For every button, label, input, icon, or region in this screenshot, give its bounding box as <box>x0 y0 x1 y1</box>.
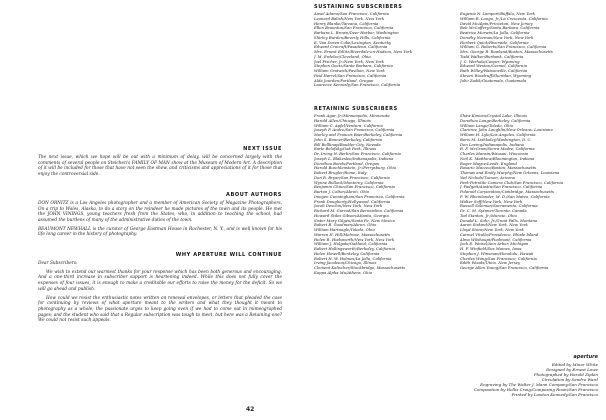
next-issue-text: The next issue, which we hope will be out with a minimum of delay, will be concerned largely with the comments of several people on Steichen's FAMILY OF MAN show at the Museum of Modern Art. A description of it will be included for those that have not seen the show, and criticisms and appreciations of it for those that enjoy the controversial side. <box>38 155 282 178</box>
subscriber-entry: Joseph F. Andre/San Francisco, California <box>314 128 395 133</box>
subscriber-entry: Ted Stanton, Jr./Muncie, Ohio <box>460 213 517 218</box>
next-issue-heading: NEXT ISSUE <box>243 146 282 152</box>
why-aperture-paragraph: We wish to extend our warmest thanks for your response which has been both generous and encouraging. And a one-third increase in subscriber support is heartening indeed. While this does not fully cover the expenses of four issues, it is enough to make a creditable our efforts to raise the money for the deficit. So we will go ahead and publish. <box>38 269 282 292</box>
subscriber-entry: Steven Woodruff/Sheridan, Wyoming <box>460 73 532 78</box>
subscriber-entry: Dorothea Lange/Berkeley, California <box>460 118 531 123</box>
subscriber-entry: Jacob Deschin/New York, New York <box>314 204 383 209</box>
subscriber-entry: Burton J. Colton/Akron, Ohio <box>314 190 370 194</box>
subscriber-entry: Harold Allen/Chicago, Illinois <box>314 118 371 123</box>
subscriber-entry: William J. Holgate/Oakland, California <box>314 242 388 247</box>
salutation: Dear Subscribers: <box>38 261 78 267</box>
subscriber-entry: Herbert Quick/Riverside, California <box>460 40 529 45</box>
subscriber-entry: Ansel Adams/San Francisco, California <box>314 12 389 16</box>
subscriber-entry: H. F. Winfield/Des Moines, Iowa <box>460 247 522 251</box>
subscriber-entry: Joseph L. Blakeslee/Indianapolis, Indiana <box>314 156 394 161</box>
why-aperture-paragraph: How could we resist the enthusiastic notes written on renewal envelopes, or letters that pleaded the case for continuing by reviews of what aperture meant to the writers and what they thought it meant to photography as a whole; the passionate urges to keep going even if we had to come out in mimeographed pages; and the student who said that a Regular subscription was tough to meet, but here was a Retaining one? We could not resist such appeals. <box>38 295 282 324</box>
subscriber-entry: Laurence Kennedy/San Francisco, California <box>314 83 401 88</box>
subscriber-entry: Jack E. Weisel/Ann Arbor, Michigan <box>460 242 529 247</box>
sustaining-col-2 <box>460 12 600 88</box>
subscriber-entry: Helen R. Hodsworth/New York, New York <box>314 237 395 242</box>
subscriber-entry: Benjamin Chinn/San Francisco, California <box>314 185 395 190</box>
subscriber-entry: Kappa Alpha Mu/Athens, Ohio <box>314 270 373 275</box>
about-authors-paragraph: BEAUMONT NEWHALL is the curator of George Eastman House in Rochester, N. Y., and is well known for his life long career in the history of photography. <box>38 226 282 238</box>
subscriber-entry: Harold Boschlenstein, Jr./Perrysburg, Ohio <box>314 166 397 171</box>
subscriber-entry: Bill Bellknap/Boulder City, Nevada <box>314 142 381 147</box>
colophon-line: Edited by Minor White <box>551 362 598 367</box>
subscriber-entry: Clement Kalischer/Stockbridge, Massachusetts <box>314 266 406 270</box>
subscriber-entry: Lloyd Stone/New York, New York <box>460 228 524 232</box>
retaining-col-1 <box>314 114 454 276</box>
subscriber-entry: Dr. C. M. Spinner/Toronto, Canada <box>460 209 527 213</box>
subscriber-entry: Robert B. Goodman/Akron, Ohio <box>314 223 377 228</box>
subscriber-entry: Helen Howell/Berkeley, California <box>314 251 380 256</box>
colophon-line: Composition by Hollis Craig/Composing Room/San Francisco <box>473 387 598 392</box>
colophon-lines <box>448 362 598 397</box>
subscriber-entry: Rosario Mazzeo/Boston, Massachusetts <box>460 166 537 171</box>
subscriber-entry: Dorothy Norman/New York, New York <box>460 35 534 40</box>
subscriber-entry: Mrs. Ernest Edlitz/Riverdale-on-Hudson, New York <box>314 50 413 54</box>
subscriber-entry: Park-Petrolite Camera Club/San Francisco, California <box>460 180 564 185</box>
subscriber-entry: Yad Nichols/Tucson, Arizona <box>460 175 515 180</box>
subscriber-entry: Wynne Bullock/Monterey, California <box>314 180 384 185</box>
subscriber-entry: William G. Roberts/San Francisco, California <box>460 45 547 50</box>
sustaining-col-1 <box>314 12 454 88</box>
subscriber-entry: Richard M. Garrod/San Bernardino, California <box>314 209 404 213</box>
subscriber-entry: Warren H. Hill/Melrose, Massachusetts <box>314 232 390 237</box>
subscriber-entry: Charles Mansin/Wausau, Wisconsin <box>460 152 529 156</box>
subscriber-entry: Clarence John Laughlin/New Orleans, Louisiana <box>460 128 553 133</box>
subscriber-entry: Earle Belofsky/Oak Park, Illinois <box>314 147 377 152</box>
subscriber-entry: William Hartnagle/Toledo, Ohio <box>314 228 375 232</box>
subscriber-entry: Carmel Vitullo/Providence, Rhode Island <box>460 232 539 237</box>
subscriber-entry: Joel Fischer, Jr./New York, New York <box>314 59 384 64</box>
about-authors-paragraph: DON ORNITZ is a Los Angeles photographer and a member of American Society of Magazine Photographers. On a trip to Wales, Alaska, to do a story on the reindeer he made pictures of the town and its people. He met the JOHN VININGS, young teachers fresh from the States, who, in addition to teaching the school, had assumed the burdens of many of the administrative duties of the town. <box>38 200 282 223</box>
subscriber-entry: Howard Stiles Gibson/Atlanta, Georgia <box>314 213 389 218</box>
colophon-line: Engraving by The Walter J. Mann Company/San Francisco <box>480 382 598 387</box>
subscriber-entry: Beatrice Morwin/La Jolla, California <box>460 31 530 35</box>
subscriber-entry: Donald L. Suhr, Jr./Great Falls, Montana <box>460 218 538 223</box>
subscriber-entry: John S. Bonner/Berkeley, California <box>314 137 383 142</box>
subscriber-entry: William Lange/Toledo, Ohio <box>460 123 514 128</box>
subscriber-entry: Dorothea Bonds/Portland, Oregon <box>314 161 380 166</box>
right-column <box>314 4 600 276</box>
subscriber-entry: Morley and Frances Baer/Berkeley, California <box>314 133 403 137</box>
subscriber-entry: William C. Apfel/Ventura, California <box>314 123 383 128</box>
subscriber-entry: J. Padgett/Austin/San Francisco, California <box>460 185 543 190</box>
subscriber-entry: Russell Solomon/Sacramento, California <box>460 204 538 209</box>
sustaining-heading: SUSTAINING SUBSCRIBERS <box>314 4 403 10</box>
subscriber-entry: Robert Brugler/Rome, Italy <box>314 171 367 175</box>
colophon-line: Circulation by Sandra Ward <box>541 377 598 382</box>
subscriber-entry: Paul Harrel/San Francisco, California <box>314 73 387 78</box>
subscriber-entry: Robert H. W. Holmes/La Jolla, California <box>314 256 392 261</box>
subscriber-entry: Don R. Bryan/San Francisco, California <box>314 175 390 180</box>
subscriber-entry: J. M. Erdelac/Cleveland, Ohio <box>314 54 371 59</box>
subscriber-entry: Aaron Siskind/New York, New York <box>460 223 528 228</box>
subscriber-entry: J. C. Warhola/Casper, Wyoming <box>460 59 520 64</box>
left-column <box>38 146 282 324</box>
colophon-line: Designed by Ernest Lowe <box>546 367 598 372</box>
sustaining-list <box>314 12 600 88</box>
why-aperture-heading: WHY APERTURE WILL CONTINUE <box>175 252 282 259</box>
subscriber-entry: Ellen Braunton/San Francisco, California <box>314 26 394 31</box>
subscriber-entry: Shaw Kimura/Crystal Lake, Illinois <box>460 114 528 118</box>
subscriber-entry: Imogen Cunningham/San Francisco, California <box>314 194 405 199</box>
subscriber-entry: Alda Jourdan/Portland, Oregon <box>314 78 374 83</box>
subscriber-entry: Irving Jacobson/Chicago, Illinois <box>314 261 377 266</box>
retaining-heading: RETAINING SUBSCRIBERS <box>314 106 398 112</box>
subscriber-entry: William H. Lyle/Los Angeles, California <box>460 133 536 137</box>
colophon <box>448 354 598 397</box>
subscriber-entry: Frank Agar, Jr./Minneapolis, Minnesota <box>314 114 390 118</box>
subscriber-entry: Julio Zadik/Guatemala, Guatemala <box>460 78 527 83</box>
subscriber-entry: E. Van Doren Coke/Lexington, Kentucky <box>314 40 392 45</box>
subscriber-entry: Sister Mary Gilgen/Santa Fe, New Mexico <box>314 218 396 223</box>
subscriber-entry: Dr. Irving N. Berlin/San Francisco, California <box>314 152 401 156</box>
subscriber-entry: Todd Walker/Burbank, California <box>460 54 524 59</box>
retaining-list <box>314 114 600 276</box>
subscriber-entry: Boris M. Lishkoley/Washington, D. C. <box>460 137 532 142</box>
subscriber-entry: Edith Woods/Utica, New Jersey <box>460 261 521 266</box>
subscriber-entry: Alma Wilshaupt/Piedmont, California <box>460 237 532 242</box>
subscriber-entry: William R. Longo, Jr./La Crescenta, California <box>460 16 548 21</box>
about-authors-heading: ABOUT AUTHORS <box>225 191 282 198</box>
subscriber-entry: Stephen J. Winsman/Honolulu, Hawaii <box>460 251 534 256</box>
subscriber-entry: Thomas and Emily Murphy/New Orleans, Louisiana <box>460 171 560 175</box>
colophon-title: aperture <box>573 354 598 360</box>
subscriber-entry: Frank Daugherty/Hollywood, California <box>314 199 391 204</box>
subscriber-entry: Ruth Willey/Watsonville, California <box>460 69 528 73</box>
subscriber-entry: Roger Mayne/Leeds, England <box>460 161 517 166</box>
subscriber-entry: Shirley Burden/Beverly Hills, California <box>314 35 391 40</box>
colophon-line: Printed by Lawton Kennedy/San Francisco <box>511 392 598 397</box>
subscriber-entry: Edward Crocraft/Pasadena, California <box>314 45 388 50</box>
subscriber-entry: Eugenia N. Lamport/Buffalo, New York <box>460 12 535 16</box>
subscriber-entry: George Allen Young/San Francisco, California <box>460 266 549 270</box>
subscriber-entry: Polaroid Corporation/Cambridge, Massachusetts <box>460 190 554 194</box>
subscriber-entry: Mrs. George R. Rowland/Boston, Massachusetts <box>460 50 553 54</box>
subscriber-entry: Leonard Balish/New York, New York <box>314 16 384 21</box>
subscriber-entry: Don Loving/Indianapolis, Indiana <box>460 142 524 147</box>
retaining-col-2 <box>460 114 600 276</box>
subscriber-entry: Neil K. Matthew/Bloomington, Indiana <box>460 156 535 161</box>
subscriber-entry: Henry Blanke/Tarzana, California <box>314 21 379 26</box>
subscriber-entry: Bob McCaffery/Santa Barbara, California <box>460 26 540 31</box>
colophon-line: Photographed by Harold Zipkin <box>533 372 598 377</box>
subscriber-entry: David McAlpin/Princeton, New Jersey <box>460 21 533 26</box>
subscriber-entry: Stephen Goetz/Santa Barbara, California <box>314 64 393 69</box>
subscriber-entry: R. F. McGraw/Sierra Madre, California <box>460 147 535 152</box>
subscriber-entry: Edward Weston/Carmel, California <box>460 64 527 69</box>
subscriber-entry: Charles Wong/San Francisco, California <box>460 256 537 261</box>
subscriber-entry: William Gratwick/Pavilion, New York <box>314 69 385 73</box>
page-number: 42 <box>246 406 255 413</box>
subscriber-entry: Barbara L. Brown/Deer Harbor, Washington <box>314 31 399 35</box>
subscriber-entry: F. W. Rheinlander, M. D./San Mateo, California <box>460 194 550 199</box>
subscriber-entry: Walter Seff/New York, New York <box>460 199 523 204</box>
subscriber-entry: Robert Hollingsworth/Berkeley, California <box>314 247 395 251</box>
